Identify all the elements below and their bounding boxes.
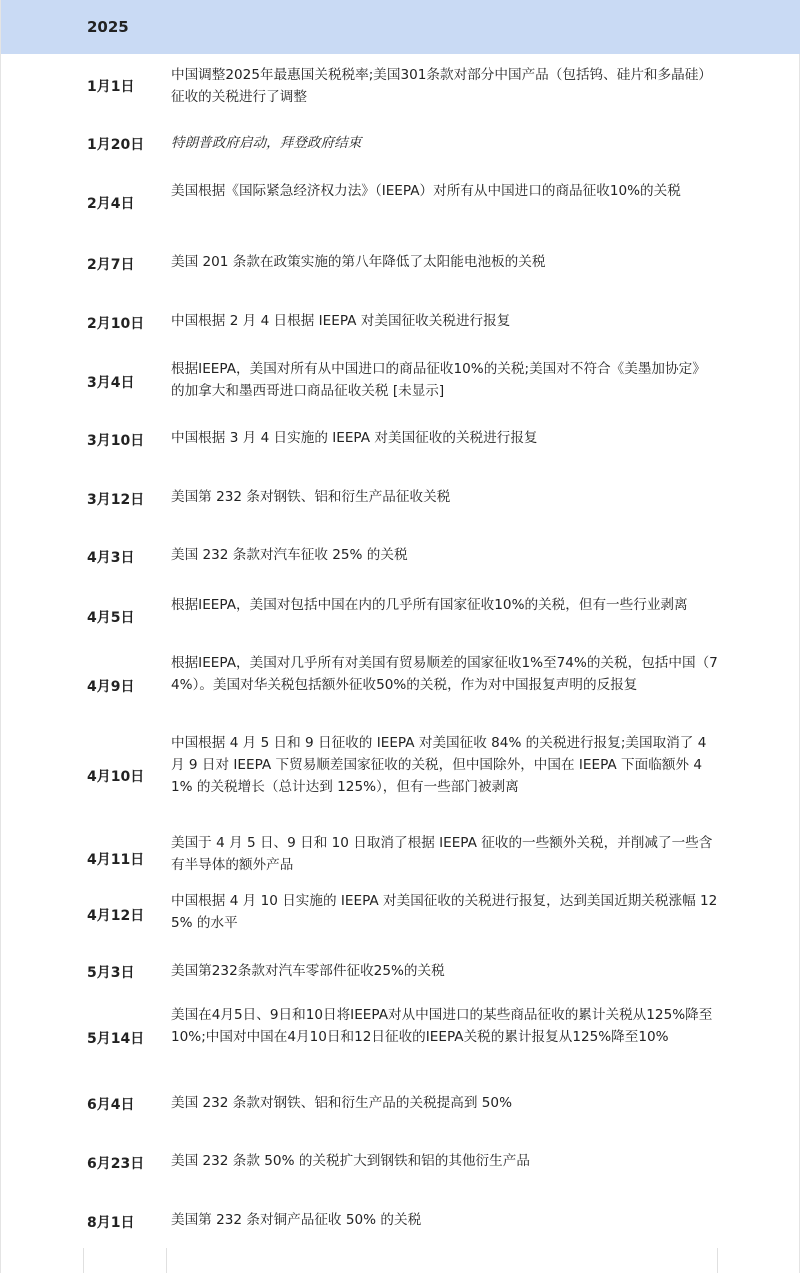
- table-gridline: [717, 1248, 718, 1273]
- timeline-row: [1, 584, 800, 636]
- event-description: 美国第232条款对汽车零部件征收25%的关税: [171, 963, 445, 979]
- event-date: 5月14日: [87, 1031, 145, 1047]
- timeline-row: [1, 60, 800, 112]
- event-date: 6月23日: [87, 1156, 145, 1172]
- timeline-row: [1, 242, 800, 282]
- timeline-row: [1, 1144, 800, 1184]
- event-description: 美国 232 条款对钢铁、铝和衍生产品的关税提高到 50%: [171, 1095, 512, 1111]
- timeline-row: [1, 1084, 800, 1124]
- event-date: 3月10日: [87, 433, 145, 449]
- timeline-row: [1, 477, 800, 517]
- event-description: 中国根据 2 月 4 日根据 IEEPA 对美国征收关税进行报复: [171, 313, 511, 329]
- timeline-row: [1, 888, 800, 936]
- event-date: 1月20日: [87, 137, 145, 153]
- event-date: 4月12日: [87, 908, 145, 924]
- timeline-row: [1, 418, 800, 458]
- event-date: 3月12日: [87, 492, 145, 508]
- event-description: 美国在4月5日、9日和10日将IEEPA对从中国进口的某些商品征收的累计关税从125%降至10%;中国对中国在4月10日和12日征收的IEEPA关税的累计报复从125%降至10%: [171, 1007, 713, 1045]
- year-label: 2025: [87, 18, 129, 36]
- event-date: 4月9日: [87, 679, 135, 695]
- event-description: 特朗普政府启动，拜登政府结束: [171, 135, 362, 151]
- event-description: 美国于 4 月 5 日、9 日和 10 日取消了根据 IEEPA 征收的一些额外关税，并削减了一些含有半导体的额外产品: [171, 835, 713, 873]
- event-description: 中国根据 3 月 4 日实施的 IEEPA 对美国征收的关税进行报复: [171, 430, 538, 446]
- timeline-row: [1, 732, 800, 824]
- event-description: 美国 232 条款对汽车征收 25% 的关税: [171, 547, 408, 563]
- table-gridline: [83, 1248, 84, 1273]
- event-date: 4月5日: [87, 610, 135, 626]
- event-date: 4月10日: [87, 769, 145, 785]
- year-header: [1, 0, 800, 54]
- event-description: 美国第 232 条对铜产品征收 50% 的关税: [171, 1212, 422, 1228]
- timeline-row: [1, 954, 800, 994]
- event-date: 1月1日: [87, 79, 135, 95]
- event-description: 根据IEEPA，美国对所有从中国进口的商品征收10%的关税;美国对不符合《美墨加协定》的加拿大和墨西哥进口商品征收关税 [未显示]: [171, 361, 706, 399]
- timeline-row: [1, 122, 800, 162]
- event-date: 2月10日: [87, 316, 145, 332]
- timeline-row: [1, 301, 800, 341]
- event-description: 美国根据《国际紧急经济权力法》（IEEPA）对所有从中国进口的商品征收10%的关税: [171, 183, 681, 199]
- event-date: 8月1日: [87, 1215, 135, 1231]
- timeline-row: [1, 650, 800, 720]
- event-description: 美国 201 条款在政策实施的第八年降低了太阳能电池板的关税: [171, 254, 546, 270]
- timeline-row: [1, 1002, 800, 1072]
- event-date: 4月3日: [87, 550, 135, 566]
- event-description: 中国根据 4 月 10 日实施的 IEEPA 对美国征收的关税进行报复，达到美国近期关税涨幅 125% 的水平: [171, 893, 718, 931]
- event-date: 2月7日: [87, 257, 135, 273]
- event-description: 根据IEEPA，美国对几乎所有对美国有贸易顺差的国家征收1%至74%的关税，包括中国（74%）。美国对华关税包括额外征收50%的关税，作为对中国报复声明的反报复: [171, 655, 718, 693]
- event-description: 中国根据 4 月 5 日和 9 日征收的 IEEPA 对美国征收 84% 的关税进行报复;美国取消了 4 月 9 日对 IEEPA 下贸易顺差国家征收的关税，但中国除外，中国在 IEEPA 下面临额外 41% 的关税增长（总计达到 125%），但有一些部门被剥离: [171, 735, 707, 795]
- event-date: 6月4日: [87, 1097, 135, 1113]
- event-description: 美国 232 条款 50% 的关税扩大到钢铁和铝的其他衍生产品: [171, 1153, 530, 1169]
- event-date: 4月11日: [87, 852, 145, 868]
- event-date: 3月4日: [87, 375, 135, 391]
- event-date: 5月3日: [87, 965, 135, 981]
- timeline-row: [1, 830, 800, 878]
- timeline-row: [1, 172, 800, 224]
- timeline-row: [1, 1202, 800, 1242]
- event-date: 2月4日: [87, 196, 135, 212]
- table-gridline: [166, 1248, 167, 1273]
- timeline-row: [1, 350, 800, 402]
- event-description: 中国调整2025年最惠国关税税率;美国301条款对部分中国产品（包括钨、硅片和多晶硅）征收的关税进行了调整: [171, 67, 712, 105]
- event-description: 美国第 232 条对钢铁、铝和衍生产品征收关税: [171, 489, 451, 505]
- event-description: 根据IEEPA，美国对包括中国在内的几乎所有国家征收10%的关税，但有一些行业剥离: [171, 597, 688, 613]
- timeline-row: [1, 535, 800, 575]
